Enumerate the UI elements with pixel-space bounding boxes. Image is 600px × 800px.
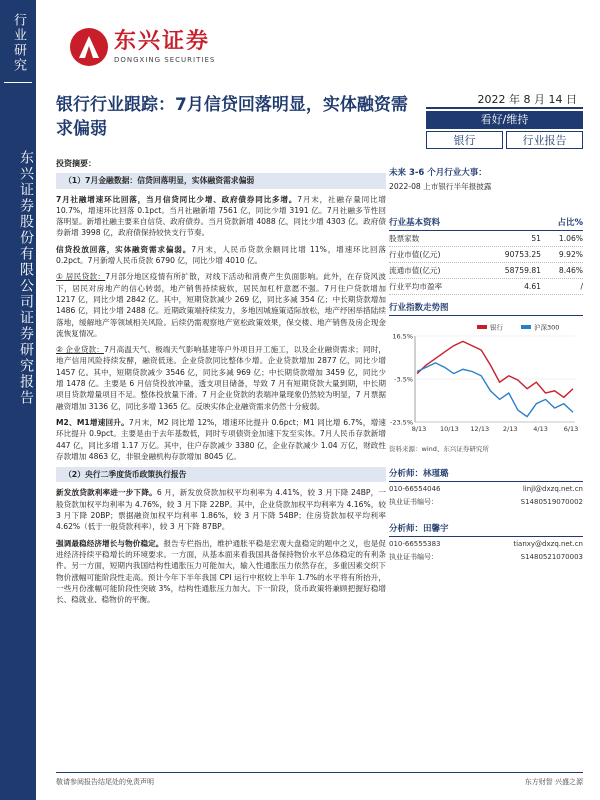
y-tick-label: 16.5% (392, 332, 413, 341)
paragraph-3: ① 居民贷款：7月部分地区疫情有所扩散，对线下活动和消费产生负面影响。此外，在存贷风波下，居民对房地产的信心转弱，地产销售持续疲软，居民加杠杆意愿不强。7月住户贷款增加 1217 亿，同比少增 2842 亿。其中，短期贷款减少 269 亿，同比多减 354 亿；中长期贷款增加 1486 亿，同比少增 2488 亿。近期政策端持续发力，多地因城施策适际放松，地产纾困举措陆续落地，缓解地产等领域相关风险。后续仍需观察地产宽松政策效果，保交楼、地产销售及房企现金流恢复情况。 (56, 272, 386, 338)
upcoming-events-heading: 未来 3-6 个月行业大事： (389, 168, 487, 178)
report-title: 银行行业跟踪：7月信贷回落明显，实体融资需求偏弱 (56, 95, 408, 139)
y-tick-label: -3.5% (394, 375, 413, 384)
logo-icon (70, 28, 108, 66)
side-panel (389, 158, 583, 563)
y-tick-label: -23.5% (390, 418, 413, 427)
industry-data-title: 行业基本资料 (389, 218, 441, 228)
index-chart-title: 行业指数走势图 (389, 301, 583, 316)
disclaimer-note: 敬请参阅报告结尾处的免责声明 (56, 778, 154, 786)
paragraph-7: 强调最稳经济增长与物价稳定。报告专栏指出，维护通胀平稳是宏观大盘稳定的题中之义，也是促进经济持续平稳增长的环境要求。一方面，从基本面来看我国具备保持物价水平总体稳定的有利条件。另一方面，短期内我国结构性通胀压力可能加大，输入性通胀压力依然存在，多重因素交织下物价涨幅可能阶段性走高。预计今年下半年我国 CPI 运行中枢较上半年 1.7%的水平将有所抬升，一些月份涨幅可能阶段性突破 3%，结构性通胀压力加大。下一阶段，货币政策将兼顾把握好稳增长、稳就业、稳物价的平衡。 (56, 538, 386, 605)
sidebar-category: 行业研究 (0, 0, 36, 78)
table-row: 行业平均市盈率 4.61 / (389, 279, 583, 295)
logo-cn: 东兴证券 (114, 29, 211, 54)
table-row: 流通市值(亿元) 58759.81 8.46% (389, 263, 583, 279)
analyst-2-cert: 执业证书编号： S1480521070003 (389, 552, 583, 561)
series-line-1 (417, 341, 573, 397)
report-type-tag: 行业报告 (506, 131, 583, 149)
analyst-2-contact: 010-66555383 tianxy@dxzq.net.cn (389, 539, 583, 548)
sidebar-divider (4, 82, 32, 83)
paragraph-4: ② 企业贷款：7月高温天气、极端天气影响基建等户外项目开工施工，以及企业融资需求；同时，地产信用风险持续发酵，融资低迷。企业贷款同比整体少增。企业贷款增加 2877 亿，同比少增 1457 亿。其中，短期贷款减少 3546 亿，同比多减 969 亿；中长期贷款增加 3459 亿，同比少增 1478 亿。主要是 6 月信贷投放冲量，透支项目储备，导致 7 月有短期贷款大量到期，中长期项目贷款增量项目不足。整体投放量下滑。7 月企业贷款的表端冲量现象仍然较为明显，7 月票据融资增加 3136 亿，同比多增 1365 亿。反映实体企业融资需求仍然十分疲弱。 (56, 345, 386, 411)
footer-slogan: 东方财智 兴盛之源 (524, 778, 583, 786)
x-tick-label: 6/13 (563, 425, 579, 433)
paragraph-2: 信贷投放回落，实体融资需求偏弱。7月末，人民币贷款余额同比增 11%，增速环比回落 0.2pct。7月新增人民币贷款 6790 亿，同比少增 4010 亿。 (56, 244, 386, 266)
legend-label-2: 沪深300 (534, 323, 560, 332)
share-column-header: 占比% (557, 218, 583, 228)
x-tick-label: 12/13 (470, 425, 490, 433)
paragraph-6: 新发放贷款利率进一步下降。6 月，新发放贷款加权平均利率为 4.41%，较 3 月下降 24BP，一般贷款加权平均利率为 4.76%，较 3 月下降 22BP。其中，企业贷款加权平均利率为 4.16%，较 3 月下降 20BP；票据融资加权平均利率 1.86%，较 3 月下降 54BP；住房贷款加权平均利率 4.62%（低于一般贷款利率），较 3 月下降 87BP。 (56, 488, 387, 532)
logo-en: DONGXING SECURITIES (114, 56, 216, 64)
analyst-2-heading: 分析师：田馨宇 (389, 522, 583, 537)
industry-tag: 银行 (426, 131, 503, 149)
rating-badge: 看好/维持 (426, 111, 583, 129)
index-chart-svg (389, 322, 583, 442)
report-date: 2022 年 8 月 14 日 (426, 91, 583, 109)
analyst-1-heading: 分析师：林瑾璐 (389, 467, 583, 482)
table-row: 行业市值(亿元) 90753.25 9.92% (389, 247, 583, 263)
chart-source: 资料来源：wind、东兴证券研究所 (389, 445, 489, 453)
series-line-2 (417, 363, 573, 417)
index-chart (389, 322, 583, 442)
report-meta (426, 91, 583, 149)
legend-label-1: 银行 (490, 323, 503, 332)
legend-swatch-1 (477, 325, 487, 329)
x-tick-label: 8/13 (411, 425, 427, 433)
analyst-1-cert: 执业证书编号： S1480519070002 (389, 497, 583, 506)
x-tick-label: 10/13 (440, 425, 459, 433)
paragraph-1: 7月社融增速环比回落，当月信贷同比少增、政府债券同比多增。7月末，社融存量同比增 10.7%，增速环比回落 0.1pct。当月社融新增 7561 亿，同比少增 3191 亿。7月社融多节性回落明显。新增社融主要来自信贷、政府债券。当月贷款新增 4088 亿，同比少增 4303 亿。政府债券新增 3998 亿，政府债保持较快支行节奏。 (56, 194, 386, 238)
upcoming-event: 2022-08 上市银行半年报披露 (389, 182, 492, 191)
company-logo (70, 28, 215, 66)
industry-data-header (389, 216, 583, 231)
section-heading-1: （1）7月金融数据：信贷回落明显，实体融资需求偏弱 (56, 173, 386, 188)
sidebar-firm-report: 东兴证券股份有限公司证券研究报告 (18, 150, 34, 406)
legend-swatch-2 (521, 325, 531, 329)
sidebar (0, 0, 36, 800)
paragraph-5: M2、M1增速回升。7月末，M2 同比增 12%，增速环比提升 0.6pct；M1 同比增 6.7%，增速环比提升 0.9pct。主要是由于去年基数低，同时专项债资金加速下发至实体。7月人民币存款新增 447 亿，同比多增 1.17 万亿。其中，住户存款减少 3380 亿，企业存款减少 1.04 万亿，财政性存款增加 4863 亿，非银金融机构存款增加 8045 亿。 (56, 417, 386, 461)
page-footer (56, 772, 583, 787)
summary-label: 投资摘要： (56, 159, 96, 168)
report-body (56, 158, 386, 610)
x-tick-label: 4/13 (533, 425, 548, 433)
table-row: 股票家数 51 1.06% (389, 231, 583, 247)
analyst-1-contact: 010-66554046 linjl@dxzq.net.cn (389, 484, 583, 493)
x-tick-label: 2/13 (502, 425, 518, 433)
section-heading-2: （2）央行二季度货币政策执行报告 (56, 467, 386, 482)
